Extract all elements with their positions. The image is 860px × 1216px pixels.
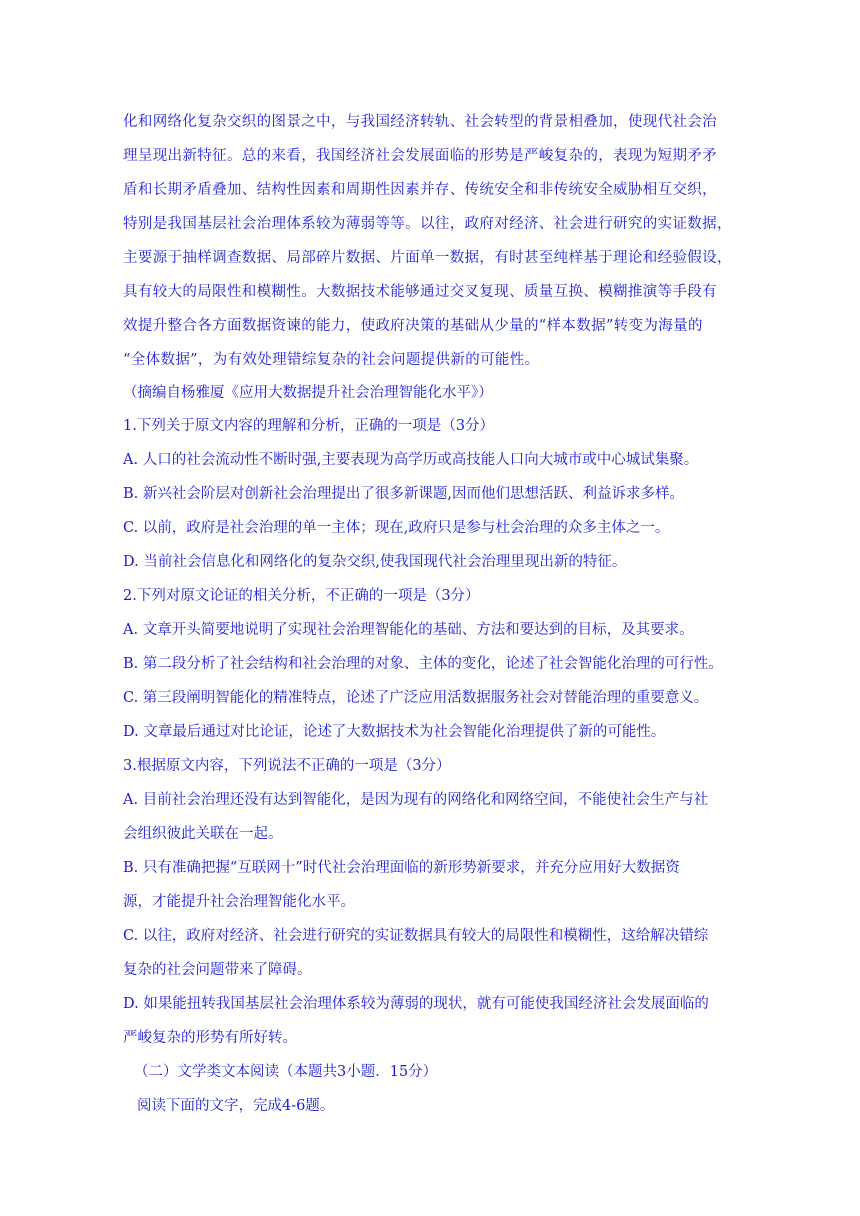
question-3-option-a: A. 目前社会治理还没有达到智能化，是因为现有的网络化和网络空间，不能使社会生产与社 [123,792,709,808]
section-instruction: 阅读下面的文字，完成4-6题。 [137,1098,335,1114]
question-3-stem: 3.根据原文内容，下列说法不正确的一项是（3分） [123,758,451,774]
question-2-stem: 2.下列对原文论证的相关分析，不正确的一项是（3分） [123,588,480,604]
question-1-option-c: C. 以前，政府是社会治理的单一主体；现在,政府只是参与杜会治理的众多主体之一。 [123,520,670,536]
question-3-option-b: B. 只有准确把握“互联网十”时代社会治理面临的新形势新要求，并充分应用好大数据资 [123,860,680,876]
section-heading: （二）文学类文本阅读（本题共3小题．15分） [134,1064,438,1080]
question-3-option-a-cont: 会组织彼此关联在一起。 [123,826,283,842]
question-2-option-d: D. 文章最后通过对比论证，论述了大数据技术为社会智能化治理提供了新的可能性。 [123,724,666,740]
question-3-option-c-cont: 复杂的社会问题带来了障碍。 [123,962,312,978]
passage-line: 盾和长期矛盾叠加、结构性因素和周期性因素并存、传统安全和非传统安全威胁相互交织， [123,182,717,198]
question-3-option-b-cont: 源，才能提升社会治理智能化水平。 [123,894,355,910]
question-1-option-d: D. 当前社会信息化和网络化的复杂交织,使我国现代社会治理里现出新的特征。 [123,554,627,570]
passage-line: 理呈现出新特征。总的来看，我国经济社会发展面临的形势是严峻复杂的，表现为短期矛矛 [123,148,717,164]
source-citation: （摘编自杨雅厦《应用大数据提升社会治理智能化水平》） [123,385,493,401]
passage-line: 效提升整合各方面数据资谏的能力，使政府决策的基础从少量的“样本数据”转变为海量的 [123,318,703,334]
passage-line: 化和网络化复杂交织的图景之中，与我国经济转轨、社会转型的背景相叠加，使现代社会治 [123,114,717,130]
question-2-option-b: B. 第二段分析了社会结构和社会治理的对象、主体的变化，论述了社会智能化治理的可行性。 [123,656,723,672]
passage-line: “全体数据”，为有效处理错综复杂的社会问题提供新的可能性。 [123,352,540,368]
passage-line: 具有较大的局限性和模糊性。大数据技术能够通过交叉复现、质量互换、模糊推演等手段有 [123,284,717,300]
question-3-option-d: D. 如果能扭转我国基层社会治理体系较为薄弱的现状，就有可能使我国经济社会发展面临的 [123,996,709,1012]
question-2-option-c: C. 第三段阐明智能化的精准特点，论述了广泛应用活数据服务社会对替能治理的重要意义。 [123,690,709,706]
passage-line: 主要源于抽样调查数据、局部碎片数据、片面单一数据，有时甚至纯样基于理论和经验假设， [123,250,732,266]
question-3-option-c: C. 以往，政府对经济、社会进行研究的实证数据具有较大的局限性和模糊性，这给解决错综 [123,928,709,944]
question-3-option-d-cont: 严峻复杂的形势有所好转。 [123,1030,297,1046]
question-1-stem: 1.下列关于原文内容的理解和分析，正确的一项是（3分） [123,418,495,434]
question-1-option-a: A. 人口的社会流动性不断时强,主要表现为高学历或高技能人口向大城市或中心城试集聚。 [123,452,699,468]
question-2-option-a: A. 文章开头简要地说明了实现社会治理智能化的基础、方法和要达到的目标，及其要求。 [123,622,694,638]
question-1-option-b: B. 新兴社会阶层对创新社会治理提出了很多新课题,因而他们思想活跃、利益诉求多样。 [123,486,684,502]
passage-line: 特别是我国基层社会治理体系较为薄弱等等。以往，政府对经济、社会进行研究的实证数据， [123,216,732,232]
